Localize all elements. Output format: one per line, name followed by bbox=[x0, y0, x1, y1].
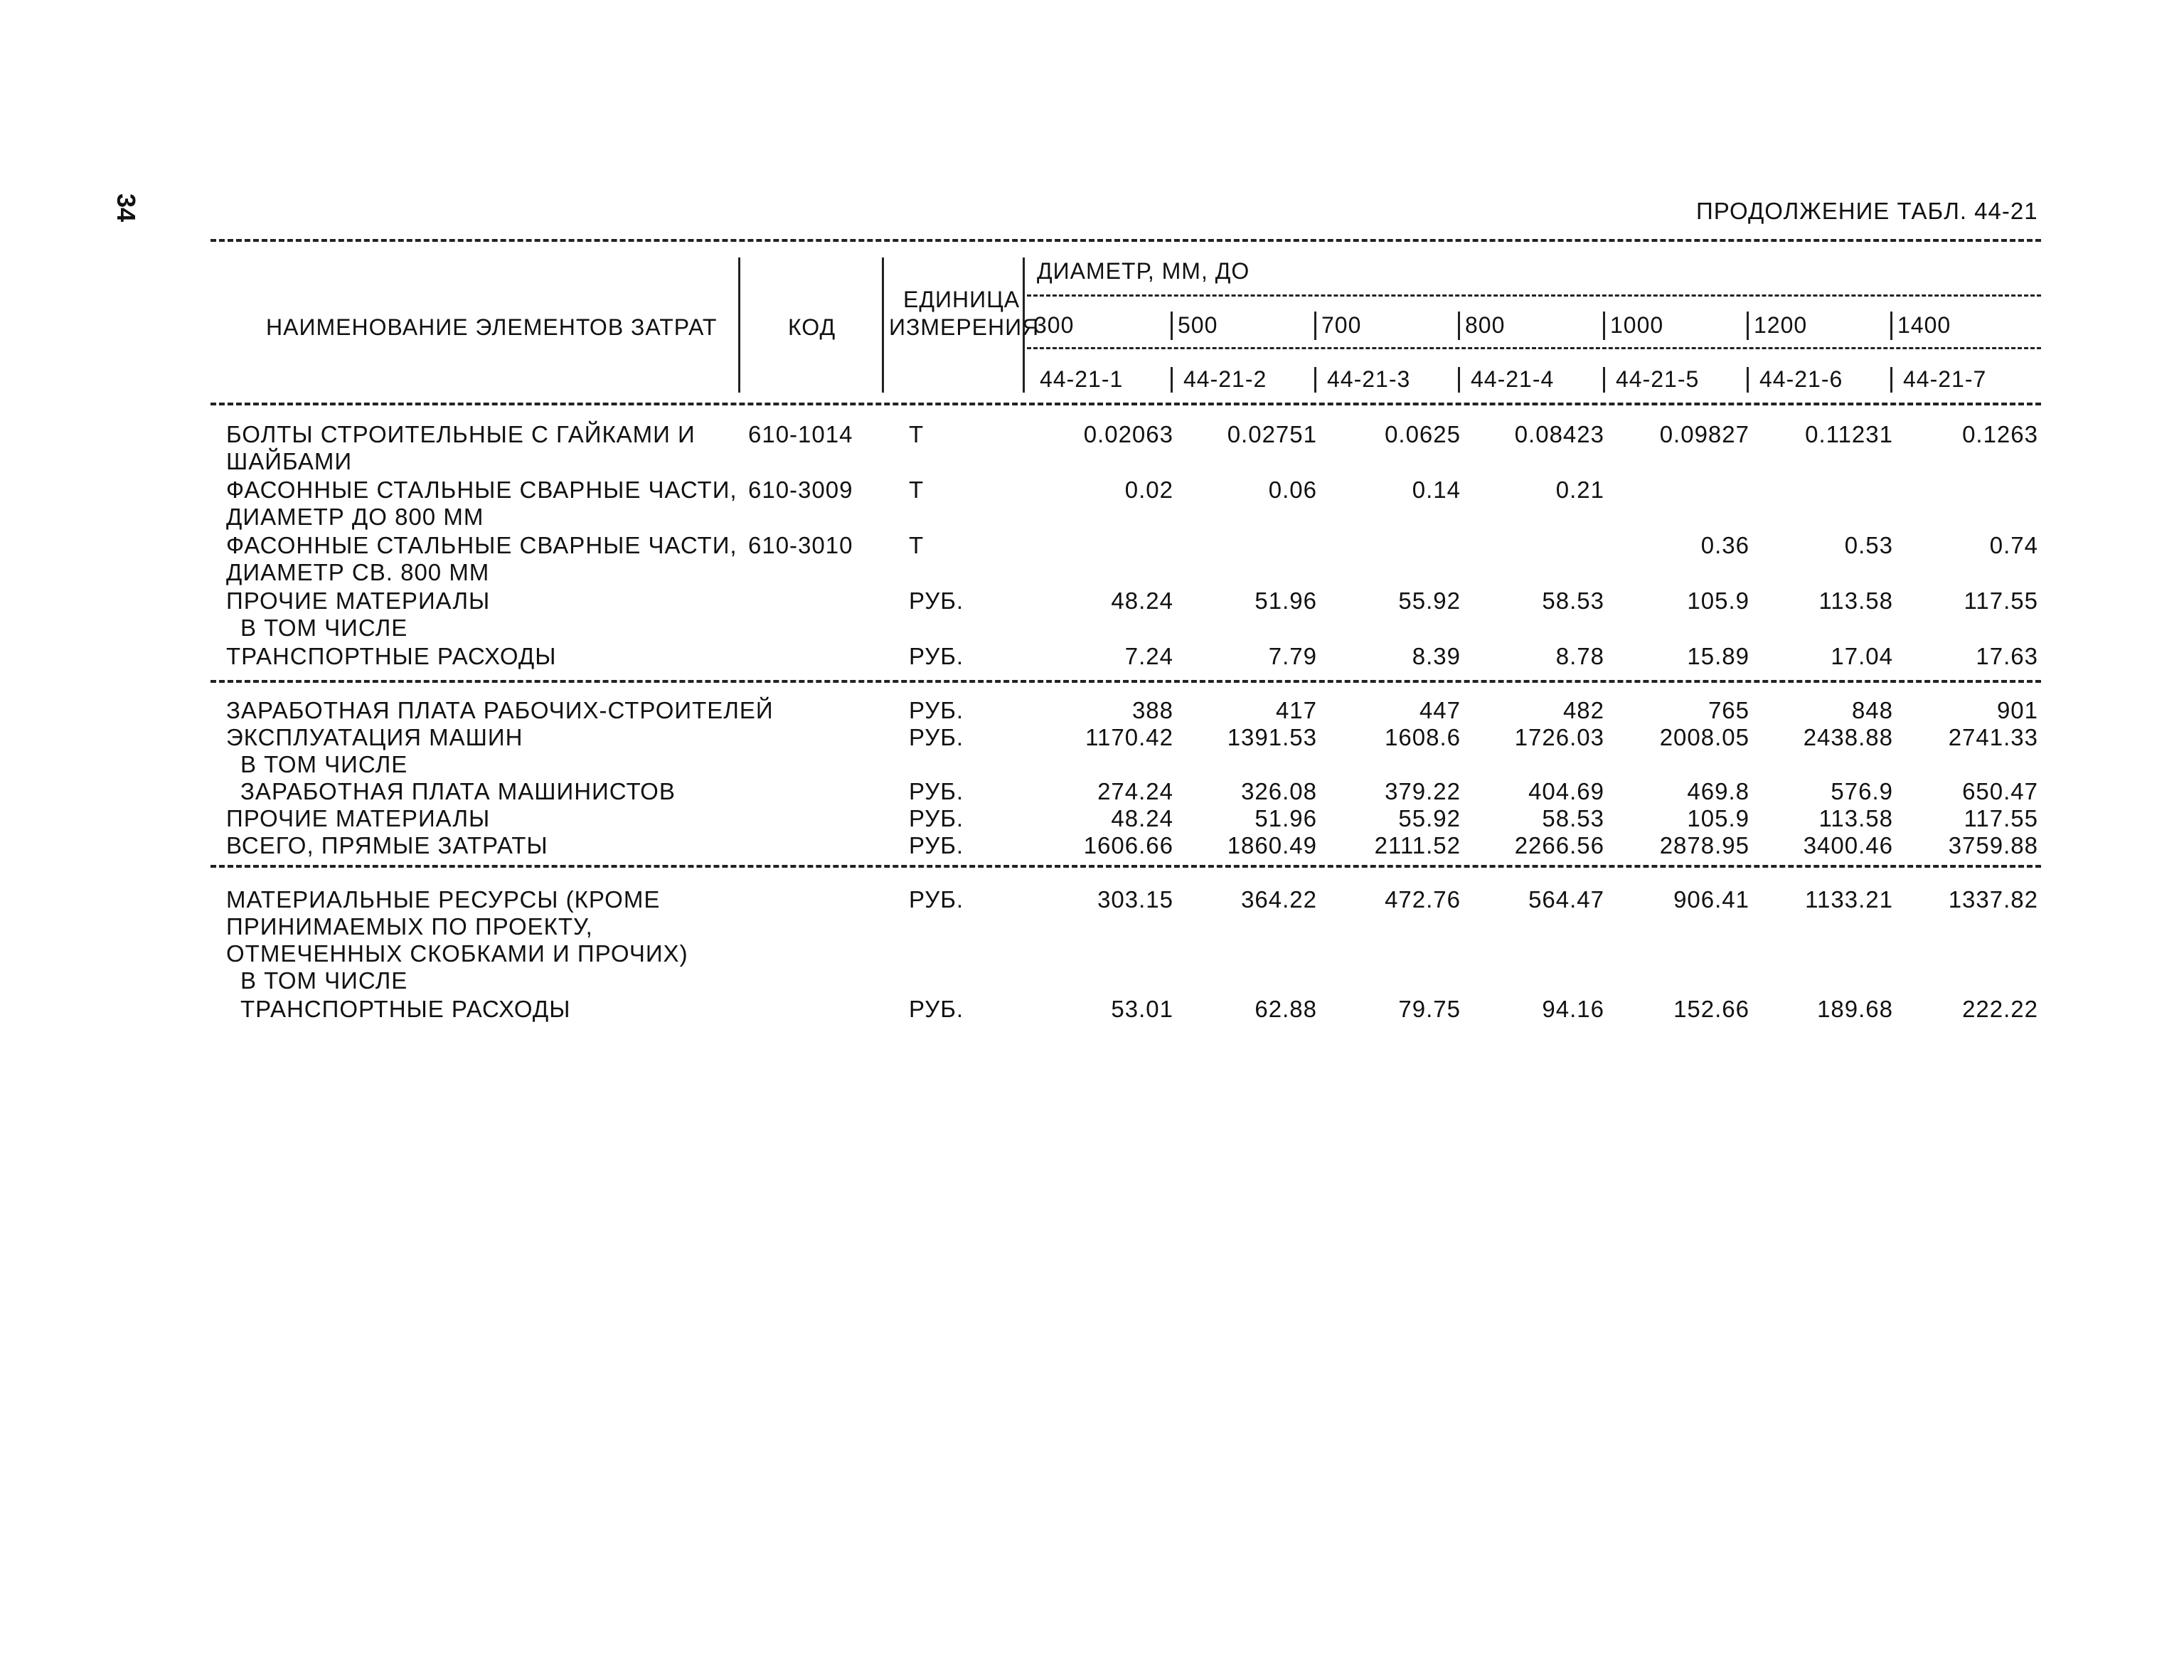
unit: РУБ. bbox=[909, 805, 964, 831]
value-cell: 1133.21 bbox=[1805, 886, 1893, 913]
value-cell: 58.53 bbox=[1542, 588, 1604, 614]
unit: РУБ. bbox=[909, 697, 964, 723]
value-cell: 7.79 bbox=[1268, 643, 1317, 669]
value-cell: 8.39 bbox=[1412, 643, 1461, 669]
value-cell: 0.53 bbox=[1844, 532, 1893, 558]
material-code: 610-3010 bbox=[748, 532, 853, 558]
diameter-header: 700 bbox=[1321, 312, 1362, 338]
value-cell: 2878.95 bbox=[1659, 832, 1749, 858]
row-name: ЭКСПЛУАТАЦИЯ МАШИН bbox=[226, 724, 523, 750]
value-cell: 469.8 bbox=[1687, 778, 1749, 804]
diameter-header: 1200 bbox=[1754, 312, 1808, 338]
row-name: БОЛТЫ СТРОИТЕЛЬНЫЕ С ГАЙКАМИ И bbox=[226, 421, 696, 447]
column-divider bbox=[1747, 367, 1749, 393]
value-cell: 326.08 bbox=[1241, 778, 1317, 804]
column-divider bbox=[1171, 367, 1173, 393]
value-cell: 901 bbox=[1996, 697, 2038, 723]
value-cell: 364.22 bbox=[1241, 886, 1317, 913]
value-cell: 1860.49 bbox=[1227, 832, 1317, 858]
value-cell: 0.0625 bbox=[1385, 421, 1461, 447]
rule bbox=[211, 865, 2041, 868]
diameter-header: 1400 bbox=[1897, 312, 1951, 338]
unit: Т bbox=[909, 477, 925, 503]
column-divider bbox=[1747, 312, 1749, 340]
row-name: ВСЕГО, ПРЯМЫЕ ЗАТРАТЫ bbox=[226, 832, 548, 858]
value-cell: 113.58 bbox=[1818, 588, 1893, 614]
value-cell: 0.11231 bbox=[1805, 421, 1893, 447]
value-cell: 189.68 bbox=[1817, 996, 1893, 1022]
column-divider bbox=[1890, 367, 1892, 393]
estimate-code-header: 44-21-2 bbox=[1183, 366, 1267, 392]
column-header-unit-line1: ЕДИНИЦА bbox=[903, 287, 1021, 312]
column-divider bbox=[1458, 367, 1460, 393]
value-cell: 3759.88 bbox=[1948, 832, 2038, 858]
unit: РУБ. bbox=[909, 996, 964, 1022]
row-name: ЗАРАБОТНАЯ ПЛАТА МАШИНИСТОВ bbox=[240, 778, 676, 804]
value-cell: 117.55 bbox=[1964, 805, 2038, 831]
diameter-header: 800 bbox=[1465, 312, 1506, 338]
column-divider bbox=[1171, 312, 1173, 340]
unit: РУБ. bbox=[909, 588, 964, 614]
estimate-code-header: 44-21-4 bbox=[1471, 366, 1555, 392]
column-divider bbox=[1603, 367, 1605, 393]
estimate-code-header: 44-21-3 bbox=[1327, 366, 1411, 392]
unit: Т bbox=[909, 532, 925, 558]
value-cell: 17.63 bbox=[1976, 643, 2038, 669]
table-continuation-title: ПРОДОЛЖЕНИЕ ТАБЛ. 44-21 bbox=[1696, 198, 2038, 224]
row-name: В ТОМ ЧИСЛЕ bbox=[240, 751, 408, 777]
row-name-line: ОТМЕЧЕННЫХ СКОБКАМИ И ПРОЧИХ) bbox=[226, 940, 688, 967]
row-name-line: В ТОМ ЧИСЛЕ bbox=[240, 967, 408, 994]
value-cell: 1726.03 bbox=[1514, 724, 1604, 750]
value-cell: 0.02063 bbox=[1083, 421, 1173, 447]
column-divider bbox=[1314, 312, 1316, 340]
column-header-code: КОД bbox=[788, 314, 836, 340]
value-cell: 564.47 bbox=[1528, 886, 1604, 913]
rule bbox=[211, 403, 2041, 405]
estimate-code-header: 44-21-1 bbox=[1040, 366, 1124, 392]
row-name: ТРАНСПОРТНЫЕ РАСХОДЫ bbox=[226, 643, 557, 669]
value-cell: 117.55 bbox=[1964, 588, 2038, 614]
row-name-line: МАТЕРИАЛЬНЫЕ РЕСУРСЫ (КРОМЕ bbox=[226, 886, 661, 913]
value-cell: 1391.53 bbox=[1227, 724, 1317, 750]
rule bbox=[211, 239, 2041, 242]
estimate-code-header: 44-21-7 bbox=[1903, 366, 1987, 392]
unit: РУБ. bbox=[909, 778, 964, 804]
diameter-header: 1000 bbox=[1610, 312, 1664, 338]
page-number: 34 bbox=[112, 193, 141, 223]
value-cell: 0.08423 bbox=[1514, 421, 1604, 447]
value-cell: 8.78 bbox=[1555, 643, 1604, 669]
value-cell: 765 bbox=[1708, 697, 1749, 723]
value-cell: 0.02 bbox=[1124, 477, 1173, 503]
column-divider bbox=[1314, 367, 1316, 393]
value-cell: 0.21 bbox=[1555, 477, 1604, 503]
row-name-continued: ДИАМЕТР СВ. 800 ММ bbox=[226, 559, 490, 585]
value-cell: 274.24 bbox=[1097, 778, 1173, 804]
row-name: ФАСОННЫЕ СТАЛЬНЫЕ СВАРНЫЕ ЧАСТИ, bbox=[226, 477, 737, 503]
unit: РУБ. bbox=[909, 886, 964, 913]
value-cell: 1337.82 bbox=[1948, 886, 2038, 913]
diameter-header: 500 bbox=[1178, 312, 1218, 338]
column-divider bbox=[738, 257, 740, 393]
value-cell: 105.9 bbox=[1687, 588, 1749, 614]
value-cell: 2266.56 bbox=[1514, 832, 1604, 858]
value-cell: 2111.52 bbox=[1374, 832, 1461, 858]
value-cell: 94.16 bbox=[1542, 996, 1604, 1022]
unit: РУБ. bbox=[909, 724, 964, 750]
value-cell: 2008.05 bbox=[1659, 724, 1749, 750]
column-header-unit-line2: ИЗМЕРЕНИЯ bbox=[889, 314, 1040, 340]
value-cell: 388 bbox=[1131, 697, 1173, 723]
value-cell: 906.41 bbox=[1673, 886, 1749, 913]
material-code: 610-1014 bbox=[748, 421, 853, 447]
value-cell: 2741.33 bbox=[1948, 724, 2038, 750]
row-name-line: ПРИНИМАЕМЫХ ПО ПРОЕКТУ, bbox=[226, 913, 593, 940]
value-cell: 7.24 bbox=[1124, 643, 1173, 669]
row-name-continued: ДИАМЕТР ДО 800 ММ bbox=[226, 504, 484, 530]
value-cell: 15.89 bbox=[1687, 643, 1749, 669]
value-cell: 222.22 bbox=[1962, 996, 2038, 1022]
value-cell: 58.53 bbox=[1542, 805, 1604, 831]
value-cell: 17.04 bbox=[1831, 643, 1893, 669]
row-name: ТРАНСПОРТНЫЕ РАСХОДЫ bbox=[240, 996, 571, 1022]
value-cell: 0.36 bbox=[1700, 532, 1749, 558]
value-cell: 379.22 bbox=[1385, 778, 1461, 804]
value-cell: 472.76 bbox=[1385, 886, 1461, 913]
column-header-name: НАИМЕНОВАНИЕ ЭЛЕМЕНТОВ ЗАТРАТ bbox=[266, 314, 718, 340]
value-cell: 51.96 bbox=[1255, 588, 1317, 614]
unit: Т bbox=[909, 421, 925, 447]
rule bbox=[1027, 347, 2041, 349]
estimate-code-header: 44-21-6 bbox=[1759, 366, 1843, 392]
value-cell: 152.66 bbox=[1673, 996, 1749, 1022]
row-name: ПРОЧИЕ МАТЕРИАЛЫ bbox=[226, 588, 491, 614]
value-cell: 3400.46 bbox=[1803, 832, 1893, 858]
unit: РУБ. bbox=[909, 832, 964, 858]
value-cell: 576.9 bbox=[1831, 778, 1893, 804]
material-code: 610-3009 bbox=[748, 477, 853, 503]
value-cell: 303.15 bbox=[1097, 886, 1173, 913]
value-cell: 79.75 bbox=[1398, 996, 1461, 1022]
value-cell: 1170.42 bbox=[1085, 724, 1173, 750]
value-cell: 0.74 bbox=[1989, 532, 2038, 558]
value-cell: 1606.66 bbox=[1083, 832, 1173, 858]
value-cell: 417 bbox=[1275, 697, 1317, 723]
row-name: ФАСОННЫЕ СТАЛЬНЫЕ СВАРНЫЕ ЧАСТИ, bbox=[226, 532, 737, 558]
value-cell: 55.92 bbox=[1398, 805, 1461, 831]
value-cell: 0.02751 bbox=[1227, 421, 1317, 447]
value-cell: 51.96 bbox=[1255, 805, 1317, 831]
diameter-header: 300 bbox=[1034, 312, 1075, 338]
column-divider bbox=[1603, 312, 1605, 340]
value-cell: 113.58 bbox=[1818, 805, 1893, 831]
column-divider bbox=[1890, 312, 1892, 340]
value-cell: 447 bbox=[1419, 697, 1461, 723]
value-cell: 650.47 bbox=[1962, 778, 2038, 804]
estimate-code-header: 44-21-5 bbox=[1616, 366, 1700, 392]
column-header-diameter: ДИАМЕТР, ММ, ДО bbox=[1037, 258, 1250, 284]
column-divider bbox=[882, 257, 884, 393]
rule bbox=[1027, 294, 2041, 297]
row-name: ПРОЧИЕ МАТЕРИАЛЫ bbox=[226, 805, 491, 831]
value-cell: 0.14 bbox=[1412, 477, 1461, 503]
value-cell: 105.9 bbox=[1687, 805, 1749, 831]
value-cell: 48.24 bbox=[1111, 805, 1173, 831]
value-cell: 62.88 bbox=[1255, 996, 1317, 1022]
rule bbox=[211, 680, 2041, 683]
column-divider bbox=[1458, 312, 1460, 340]
value-cell: 2438.88 bbox=[1803, 724, 1893, 750]
value-cell: 404.69 bbox=[1528, 778, 1604, 804]
value-cell: 55.92 bbox=[1398, 588, 1461, 614]
value-cell: 0.1263 bbox=[1962, 421, 2038, 447]
row-name-continued: В ТОМ ЧИСЛЕ bbox=[240, 615, 408, 641]
value-cell: 0.06 bbox=[1268, 477, 1317, 503]
value-cell: 53.01 bbox=[1111, 996, 1173, 1022]
row-name: ЗАРАБОТНАЯ ПЛАТА РАБОЧИХ-СТРОИТЕЛЕЙ bbox=[226, 697, 774, 723]
value-cell: 1608.6 bbox=[1385, 724, 1461, 750]
value-cell: 48.24 bbox=[1111, 588, 1173, 614]
value-cell: 848 bbox=[1851, 697, 1893, 723]
value-cell: 482 bbox=[1562, 697, 1604, 723]
row-name-continued: ШАЙБАМИ bbox=[226, 448, 353, 474]
unit: РУБ. bbox=[909, 643, 964, 669]
value-cell: 0.09827 bbox=[1659, 421, 1749, 447]
